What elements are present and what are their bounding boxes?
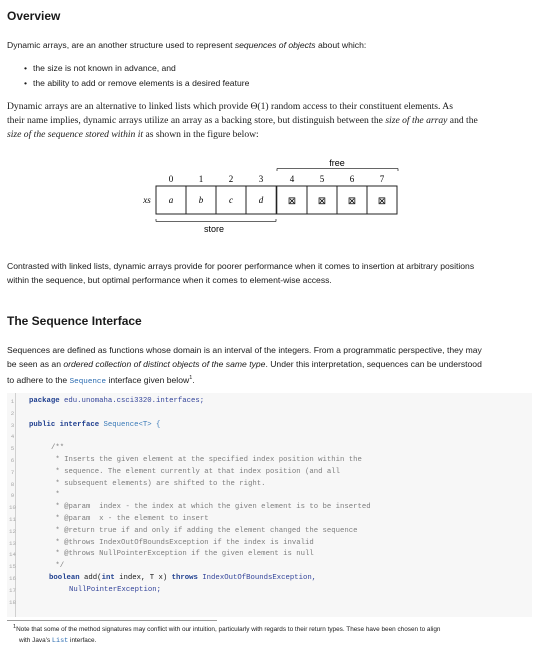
comment: * @throws NullPointerException if the given element is null <box>51 550 314 559</box>
footnote-text: interface. <box>68 637 97 645</box>
footnote-text: with Java’s <box>19 637 52 645</box>
sequence-paragraph <box>7 343 531 389</box>
intro-text-end: about which: <box>315 40 367 50</box>
list-item: • the size is not known in advance, and <box>24 61 249 76</box>
line-number: 17 <box>9 586 16 594</box>
array-cell-empty: ⊠ <box>377 196 387 207</box>
footnote-line <box>13 635 533 647</box>
array-cell-empty: ⊠ <box>317 196 327 207</box>
footnote-divider <box>7 620 217 621</box>
comment: * subsequent elements) are shifted to the right. <box>51 479 266 488</box>
keyword: throws <box>171 574 198 582</box>
comment: * sequence. The element currently at that index position (and all <box>51 467 341 476</box>
footnote-marker[interactable]: 1 <box>189 375 193 381</box>
intro-text: Dynamic arrays, are an another structure used to represent <box>7 40 235 50</box>
paragraph-line: Contrasted with linked lists, dynamic arrays provide for poorer performance when it comes to insertion at arbitrary positions <box>7 261 475 271</box>
array-cell: a <box>168 195 174 205</box>
paragraph-emphasis: size of the sequence stored within it <box>7 129 144 140</box>
array-name: xs <box>143 195 151 205</box>
index-label: 1 <box>198 174 204 184</box>
index-label: 6 <box>349 174 355 184</box>
paragraph-text: their name implies, dynamic arrays utilize an array as a backing store, but distinguish between the <box>7 115 386 126</box>
line-number: 15 <box>9 563 16 571</box>
line-number: 10 <box>9 504 16 512</box>
array-cell: d <box>258 195 264 205</box>
inline-code: List <box>51 637 69 646</box>
paragraph-emphasis: ordered collection of distinct objects of the same type <box>63 359 266 369</box>
method-params: index, T x) <box>114 574 172 582</box>
line-number: 1 <box>10 398 15 405</box>
footnote-text: Note that some of the method signatures may conflict with our intuition, particularly with regards to their return types. These have been chosen to align <box>16 626 441 634</box>
index-label: 5 <box>319 174 325 184</box>
line-number: 18 <box>9 598 16 606</box>
comment: * @return true if and only if adding the element changed the sequence <box>51 526 358 535</box>
index-label: 4 <box>289 174 295 184</box>
paragraph-text: . Under this interpretation, sequences can be understood <box>265 359 482 369</box>
array-cell-empty: ⊠ <box>347 196 357 207</box>
line-number: 3 <box>10 421 15 429</box>
line-number: 9 <box>10 492 15 500</box>
free-label: free <box>329 158 345 168</box>
line-number: 8 <box>10 480 15 488</box>
line-number: 6 <box>10 457 15 464</box>
paragraph-line <box>7 371 531 389</box>
index-label: 2 <box>228 174 234 184</box>
comment: * @throws IndexOutOfBoundsException if the index is invalid <box>51 538 314 547</box>
array-cell: c <box>229 195 233 205</box>
keyword: int <box>101 574 115 582</box>
code-listing <box>7 393 532 617</box>
footnote-line <box>13 622 533 635</box>
comment: * <box>51 491 60 500</box>
comment: * @param x - the element to insert <box>51 515 209 523</box>
paragraph-text: interface given below <box>106 374 190 385</box>
paragraph-text: and the <box>447 115 478 126</box>
index-label: 0 <box>168 174 174 184</box>
line-number: 4 <box>10 433 15 441</box>
paragraph-text: as shown in the figure below: <box>143 129 259 140</box>
overview-heading: Overview <box>7 9 61 23</box>
store-label: store <box>203 224 225 234</box>
footnote-mark: 1 <box>13 624 17 630</box>
index-label: 7 <box>379 174 385 184</box>
paragraph-line: within the sequence, but optimal performance when it comes to element-wise access. <box>7 275 332 285</box>
keyword: interface <box>59 420 100 429</box>
footnote <box>13 622 533 647</box>
paragraph-text: . <box>192 374 195 385</box>
line-number: 13 <box>9 539 16 547</box>
paragraph-emphasis: size of the array <box>385 115 448 126</box>
interface-name: Sequence<T> { <box>103 420 161 429</box>
comment: */ <box>51 562 65 571</box>
paragraph-line: Sequences are defined as functions whose domain is an interval of the integers. From a programmatic perspective, they may <box>7 345 482 355</box>
comment: * Inserts the given element at the specified index position within the <box>51 456 362 464</box>
intro-emphasis: sequences of objects <box>234 40 316 50</box>
list-item: • the ability to add or remove elements is a desired feature <box>24 76 249 91</box>
line-number: 12 <box>9 527 16 535</box>
array-cell-empty: ⊠ <box>287 196 297 207</box>
exception-name: IndexOutOfBoundsException, <box>197 574 317 582</box>
keyword: package <box>29 397 60 405</box>
comment: * @param index - the index at which the given element is to be inserted <box>51 503 371 512</box>
sequence-heading: The Sequence Interface <box>7 314 142 328</box>
line-number: 14 <box>9 551 16 559</box>
line-number: 2 <box>10 409 15 417</box>
line-number: 5 <box>10 445 15 453</box>
index-label: 3 <box>258 174 264 184</box>
paragraph-text: to adhere to the <box>7 374 70 385</box>
inline-code: Sequence <box>69 377 107 386</box>
array-cell: b <box>198 195 204 205</box>
line-number: 11 <box>9 516 16 523</box>
exception-name: NullPointerException; <box>69 585 161 594</box>
keyword: boolean <box>49 574 80 582</box>
paragraph-line <box>7 357 531 371</box>
paragraph-line: Dynamic arrays are an alternative to linked lists which provide Θ(1) random access to their constituent elements. As <box>7 101 453 112</box>
keyword: public <box>29 420 56 429</box>
package-name: edu.unomaha.csci3320.interfaces; <box>64 397 205 405</box>
paragraph-text: be seen as an <box>7 359 64 369</box>
comment: /** <box>51 444 65 453</box>
contrast-paragraph <box>7 259 531 287</box>
line-number: 7 <box>10 468 15 476</box>
line-number: 16 <box>9 575 16 582</box>
method-name: add( <box>79 574 102 582</box>
